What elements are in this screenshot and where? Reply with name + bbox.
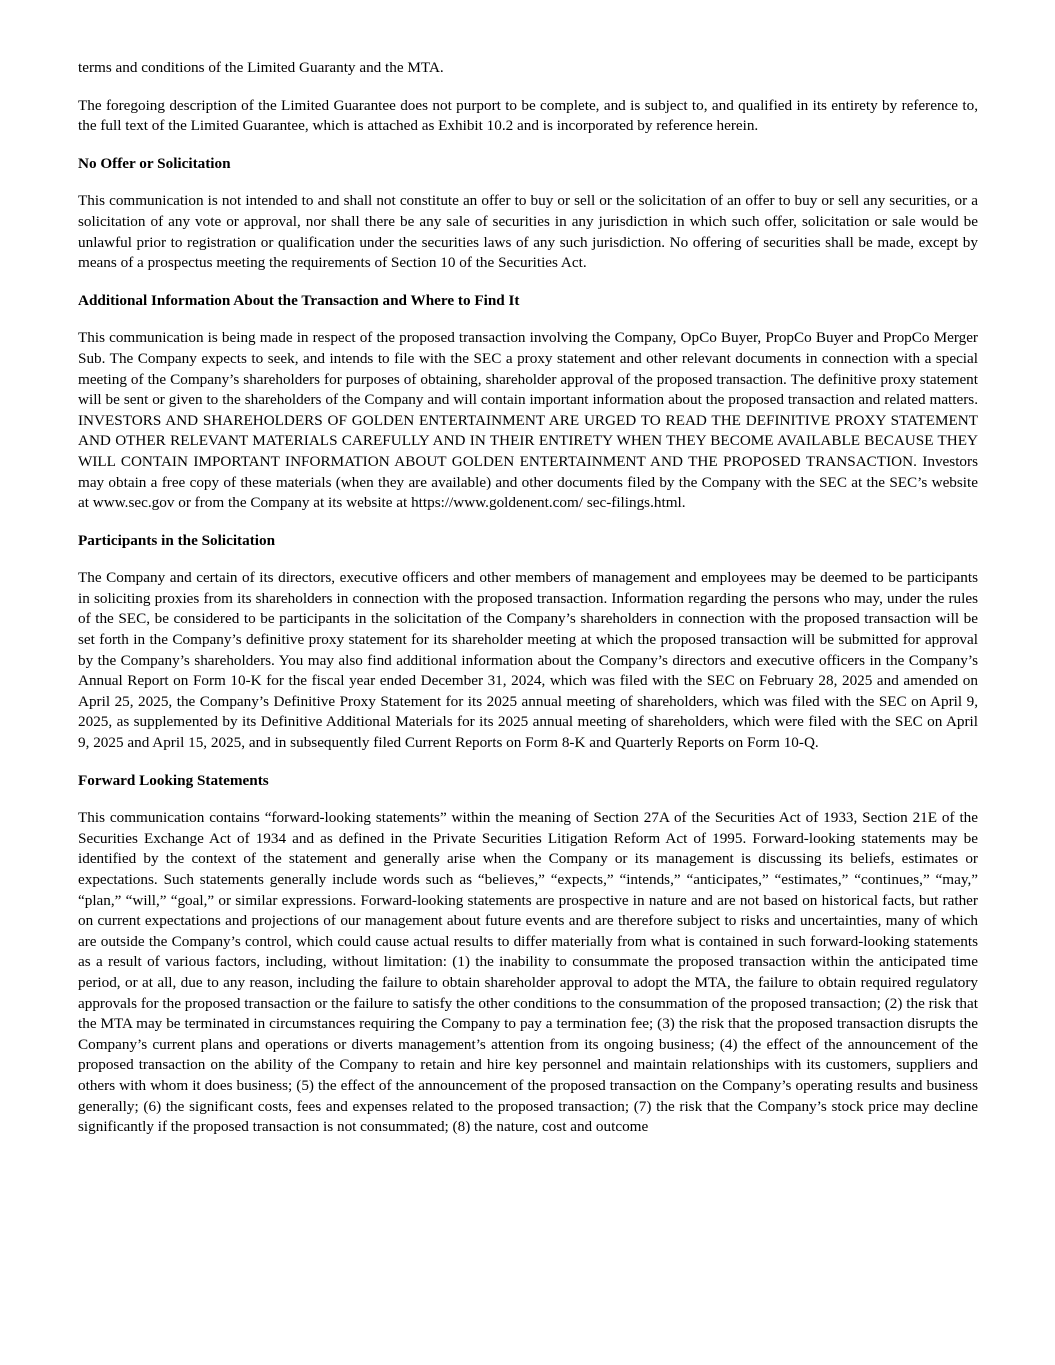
document-page	[78, 58, 978, 1155]
section-heading-participants: Participants in the Solicitation	[78, 531, 276, 549]
section-body-no-offer: This communication is not intended to and shall not constitute an offer to buy or sell or the solicitation of an offer to buy or sell any securities, or a solicitation of any vote or approval, nor shall there be any sale of securities in any jurisdiction in which such offer, solicitation or sale would be unlawful prior to registration or qualification under the securities laws of any such jurisdiction. No offering of securities shall be made, except by means of a prospectus meeting the requirements of Section 10 of the Securities Act.	[78, 192, 978, 272]
continuation-paragraph: terms and conditions of the Limited Guaranty and the MTA.	[78, 59, 444, 76]
section-heading-forward-looking: Forward Looking Statements	[78, 771, 269, 789]
section-body-forward-looking: This communication contains “forward-looking statements” within the meaning of Section 27A of the Securities Act of 1933, Section 21E of the Securities Exchange Act of 1934 and as defined in the Private Securities Litigation Reform Act of 1995. Forward-looking statements may be identified by the context of the statement and generally arise when the Company or its management is discussing its beliefs, estimates or expectations. Such statements generally include words such as “believes,” “expects,” “intends,” “anticipates,” “estimates,” “continues,” “may,” “plan,” “will,” “goal,” or similar expressions. Forward-looking statements are prospective in nature and are not based on historical facts, but rather on current expectations and projections of our management about future events and are therefore subject to risks and uncertainties, many of which are outside the Company’s control, which could cause actual results to differ materially from what is contained in such forward-looking statements as a result of various factors, including, without limitation: (1) the inability to consummate the proposed transaction within the anticipated time period, or at all, due to any reason, including the failure to obtain shareholder approval to adopt the MTA, the failure to obtain required regulatory approvals for the proposed transaction or the failure to satisfy the other conditions to the consummation of the proposed transaction; (2) the risk that the MTA may be terminated in circumstances requiring the Company to pay a termination fee; (3) the risk that the proposed transaction disrupts the Company’s current plans and operations or diverts management’s attention from its ongoing business; (4) the effect of the announcement of the proposed transaction on the ability of the Company to retain and hire key personnel and maintain relationships with its customers, suppliers and others with whom it does business; (5) the effect of the announcement of the proposed transaction on the Company’s operating results and business generally; (6) the significant costs, fees and expenses related to the proposed transaction; (7) the risk that the Company’s stock price may decline significantly if the proposed transaction is not consummated; (8) the nature, cost and outcome	[78, 809, 978, 1136]
section-body-additional-information: This communication is being made in respect of the proposed transaction involving the Company, OpCo Buyer, PropCo Buyer and PropCo Merger Sub. The Company expects to seek, and intends to file with the SEC a proxy statement and other relevant documents in connection with a special meeting of the Company’s shareholders for purposes of obtaining, shareholder approval of the proposed transaction. The definitive proxy statement will be sent or given to the shareholders of the Company and will contain important information about the proposed transaction and related matters. INVESTORS AND SHAREHOLDERS OF GOLDEN ENTERTAINMENT ARE URGED TO READ THE DEFINITIVE PROXY STATEMENT AND OTHER RELEVANT MATERIALS CAREFULLY AND IN THEIR ENTIRETY WHEN THEY BECOME AVAILABLE BECAUSE THEY WILL CONTAIN IMPORTANT INFORMATION ABOUT GOLDEN ENTERTAINMENT AND THE PROPOSED TRANSACTION. Investors may obtain a free copy of these materials (when they are available) and other documents filed by the Company with the SEC at the SEC’s website at www.sec.gov or from the Company at its website at https://www.goldenent.com/ sec-filings.html.	[78, 329, 978, 512]
section-heading-no-offer: No Offer or Solicitation	[78, 154, 231, 172]
section-heading-additional-information: Additional Information About the Transaction and Where to Find It	[78, 291, 520, 309]
section-body-participants: The Company and certain of its directors, executive officers and other members of management and employees may be deemed to be participants in soliciting proxies from its shareholders in connection with the proposed transaction. Information regarding the persons who may, under the rules of the SEC, be considered to be participants in the solicitation of the Company’s shareholders in connection with the proposed transaction will be set forth in the Company’s definitive proxy statement for its shareholder meeting at which the proposed transaction will be submitted for approval by the Company’s shareholders. You may also find additional information about the Company’s directors and executive officers in the Company’s Annual Report on Form 10-K for the fiscal year ended December 31, 2024, which was filed with the SEC on February 28, 2025 and amended on April 25, 2025, the Company’s Definitive Proxy Statement for its 2025 annual meeting of shareholders, which was filed with the SEC on April 9, 2025, as supplemented by its Definitive Additional Materials for its 2025 annual meeting of shareholders, which were filed with the SEC on April 9, 2025 and April 15, 2025, and in subsequently filed Current Reports on Form 8-K and Quarterly Reports on Form 10-Q.	[78, 569, 978, 752]
limited-guarantee-paragraph: The foregoing description of the Limited Guarantee does not purport to be complete, and is subject to, and qualified in its entirety by reference to, the full text of the Limited Guarantee, which is attached as Exhibit 10.2 and is incorporated by reference herein.	[78, 96, 978, 135]
